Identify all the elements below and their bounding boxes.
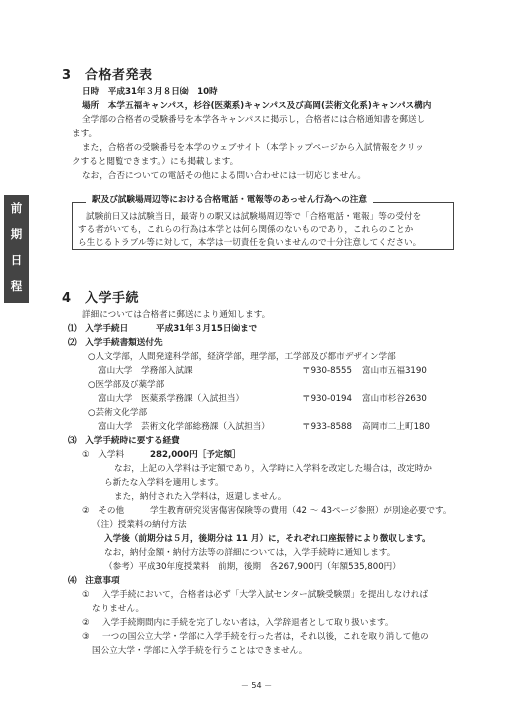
address-office: 富山大学 芸術文化学部総務課（入試担当）: [98, 422, 270, 432]
caution-line: 入学手続期間内に手続を完了しない者は，入学辞退者として取り扱います。: [102, 618, 394, 628]
address-street: 高岡市二上町180: [362, 422, 430, 432]
item1-value: 平成31年３月15日㈮まで: [156, 324, 258, 334]
tuition-note-bold: 入学後（前期分は５月，後期分は 11 月）に，それぞれ口座振替により徴収します。: [104, 534, 431, 544]
sec3-line: クすると閲覧できます。）にも掲載します。: [72, 157, 239, 167]
sec3-line: なお，合否についての電話その他による問い合わせには一切応じません。: [82, 171, 366, 181]
address-faculty: ○芸術文化学部: [88, 408, 148, 418]
fee1-note: なお，上記の入学料は予定額であり，入学時に入学料を改定した場合は，改定時か: [114, 464, 432, 474]
fee1-value: 282,000円［予定額］: [150, 450, 241, 460]
tuition-note-label: （注）授業料の納付方法: [92, 520, 187, 530]
fee1-note: ら新たな入学料を適用します。: [104, 478, 224, 488]
sec3-place: 場所 本学五福キャンパス，杉谷(医薬系)キャンパス及び高岡(芸術文化系)キャンパス構内: [82, 101, 432, 111]
address-street: 富山市五福3190: [362, 366, 427, 376]
fee1-label: ① 入学料: [82, 450, 125, 460]
fee2-value: 学生教育研究災害傷害保険等の費用（42 ～ 43ページ参照）が別途必要です。: [150, 506, 452, 516]
caution-number: ③: [82, 632, 90, 642]
item2-label: ⑵ 入学手続書類送付先: [68, 338, 163, 348]
address-office: 富山大学 医薬系学務課（入試担当）: [98, 394, 245, 404]
sec3-line: 全学部の合格者の受験番号を本学各キャンパスに掲示し，合格者には合格通知書を郵送し: [82, 115, 426, 125]
address-postal: 〒933-8588: [302, 422, 352, 432]
caution-number: ①: [82, 590, 90, 600]
fee1-note: また，納付された入学料は，返還しません。: [114, 492, 287, 502]
side-tab-char: 期: [10, 227, 23, 241]
item3-label: ⑶ 入学手続時に要する経費: [68, 436, 180, 446]
address-faculty: ○人文学部，人間発達科学部，経済学部，理学部，工学部及び都市デザイン学部: [88, 352, 396, 362]
address-street: 富山市杉谷2630: [362, 394, 427, 404]
notice-line: する者がいても，これらの行為は本学とは何ら関係のないものであり，これらのことか: [78, 225, 414, 235]
notice-title: 駅及び試験場周辺等における合格電話・電報等のあっせん行為への注意: [86, 193, 373, 205]
address-faculty: ○医学部及び薬学部: [88, 380, 165, 390]
address-postal: 〒930-0194: [302, 394, 352, 404]
side-tab-char: 前: [10, 201, 23, 215]
tuition-reference: （参考）平成30年度授業料 前期，後期 各267,900円（年額535,800円）: [104, 562, 401, 572]
sec3-date: 日時 平成31年３月８日㈮ 10時: [82, 87, 218, 97]
caution-number: ②: [82, 618, 90, 628]
side-tab: [4, 195, 29, 303]
sec3-line: また，合格者の受験番号を本学のウェブサイト（本学トップページから入試情報をクリッ: [82, 143, 424, 153]
caution-line: 国公立大学・学部に入学手続を行うことはできません。: [92, 646, 308, 656]
tuition-note-line: なお，納付金額・納付方法等の詳細については，入学手続時に通知します。: [104, 548, 396, 558]
section-3-heading: 3 合格者発表: [62, 68, 153, 83]
caution-line: 入学手続において，合格者は必ず「大学入試センター試験受験票」を提出しなければ: [102, 590, 429, 600]
page-number: － 54 －: [240, 681, 273, 690]
address-office: 富山大学 学務部入試課: [98, 366, 193, 376]
caution-line: なりません。: [92, 604, 145, 614]
sec4-intro: 詳細については合格者に郵送により通知します。: [82, 310, 271, 320]
side-tab-char: 程: [10, 279, 23, 293]
item1-label: ⑴ 入学手続日: [68, 324, 129, 334]
sec3-line: ます。: [72, 129, 98, 139]
fee2-label: ② その他: [82, 506, 125, 516]
address-postal: 〒930-8555: [302, 366, 352, 376]
notice-line: 試験前日又は試験当日，最寄りの駅又は試験場周辺等で「合格電話・電報」等の受付を: [86, 212, 422, 222]
caution-line: 一つの国公立大学・学部に入学手続を行った者は，それ以後，これを取り消して他の: [102, 632, 429, 642]
item4-label: ⑷ 注意事項: [68, 576, 120, 586]
notice-line: ら生じるトラブル等に対して，本学は一切責任を負いませんので十分注意してください。: [78, 238, 422, 248]
section-4-heading: 4 入学手続: [62, 291, 140, 306]
side-tab-char: 日: [10, 253, 23, 267]
